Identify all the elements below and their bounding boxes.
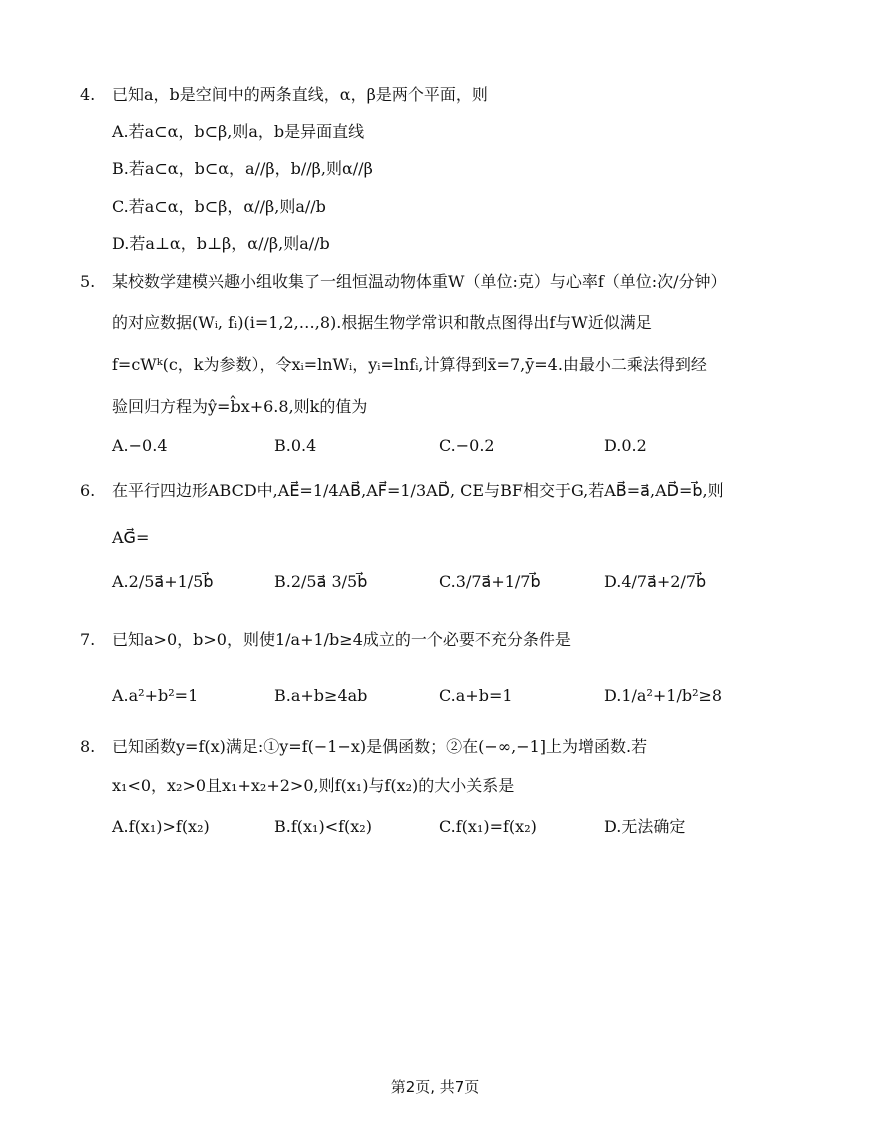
option-a: A.−0.4 (112, 436, 168, 455)
question-text: 的对应数据(Wᵢ, fᵢ)(i=1,2,…,8).根据生物学常识和散点图得出f与W近似满足 (112, 313, 652, 332)
option-b: B.0.4 (274, 436, 317, 455)
option-text: C.若a⊂α，b⊂β，α//β,则a//b (112, 197, 326, 216)
option-c: C.3/7a⃗+1/7b⃗ (439, 572, 541, 591)
question-text: x₁<0，x₂>0且x₁+x₂+2>0,则f(x₁)与f(x₂)的大小关系是 (112, 776, 515, 795)
question-number: 4. (80, 85, 96, 104)
option-d: D.4/7a⃗+2/7b⃗ (604, 572, 707, 591)
option-a: A.2/5a⃗+1/5b⃗ (112, 572, 214, 591)
option-text: B.若a⊂α，b⊂α，a//β，b//β,则α//β (112, 159, 373, 178)
question-text: 在平行四边形ABCD中,AE⃗=1/4AB⃗,AF⃗=1/3AD⃗, CE与BF相交于G,若AB⃗=a⃗,AD⃗=b⃗,则 (112, 481, 724, 500)
option-b: B.f(x₁)<f(x₂) (274, 817, 372, 836)
option-a: A.a²+b²=1 (112, 686, 199, 705)
option-c: C.a+b=1 (439, 686, 513, 705)
question-text: 已知函数y=f(x)满足:①y=f(−1−x)是偶函数；②在(−∞,−1]上为增函数.若 (112, 737, 648, 756)
option-d: D.无法确定 (604, 817, 686, 836)
question-number: 7. (80, 630, 96, 649)
page-footer: 第2页, 共7页 (390, 1078, 480, 1096)
option-a: A.f(x₁)>f(x₂) (112, 817, 210, 836)
question-text: 已知a>0，b>0，则使1/a+1/b≥4成立的一个必要不充分条件是 (112, 630, 571, 649)
question-text: AG⃗= (112, 528, 150, 547)
option-text: D.若a⊥α，b⊥β，α//β,则a//b (112, 234, 330, 253)
question-text: 某校数学建模兴趣小组收集了一组恒温动物体重W（单位:克）与心率f（单位:次/分钟） (112, 272, 727, 291)
option-b: B.a+b≥4ab (274, 686, 368, 705)
question-number: 5. (80, 272, 96, 291)
question-text: 已知a，b是空间中的两条直线，α，β是两个平面，则 (112, 85, 488, 104)
option-c: C.f(x₁)=f(x₂) (439, 817, 537, 836)
option-d: D.0.2 (604, 436, 647, 455)
question-text: f=cWᵏ(c，k为参数），令xᵢ=lnWᵢ，yᵢ=lnfᵢ,计算得到x̄=7,ȳ=4.由最小二乘法得到经 (112, 355, 707, 374)
question-number: 6. (80, 481, 96, 500)
question-text: 验回归方程为ŷ=b̂x+6.8,则k的值为 (112, 397, 368, 416)
option-c: C.−0.2 (439, 436, 495, 455)
question-number: 8. (80, 737, 96, 756)
option-text: A.若a⊂α，b⊂β,则a，b是异面直线 (112, 122, 365, 141)
option-b: B.2/5a⃗ 3/5b⃗ (274, 572, 368, 591)
option-d: D.1/a²+1/b²≥8 (604, 686, 723, 705)
